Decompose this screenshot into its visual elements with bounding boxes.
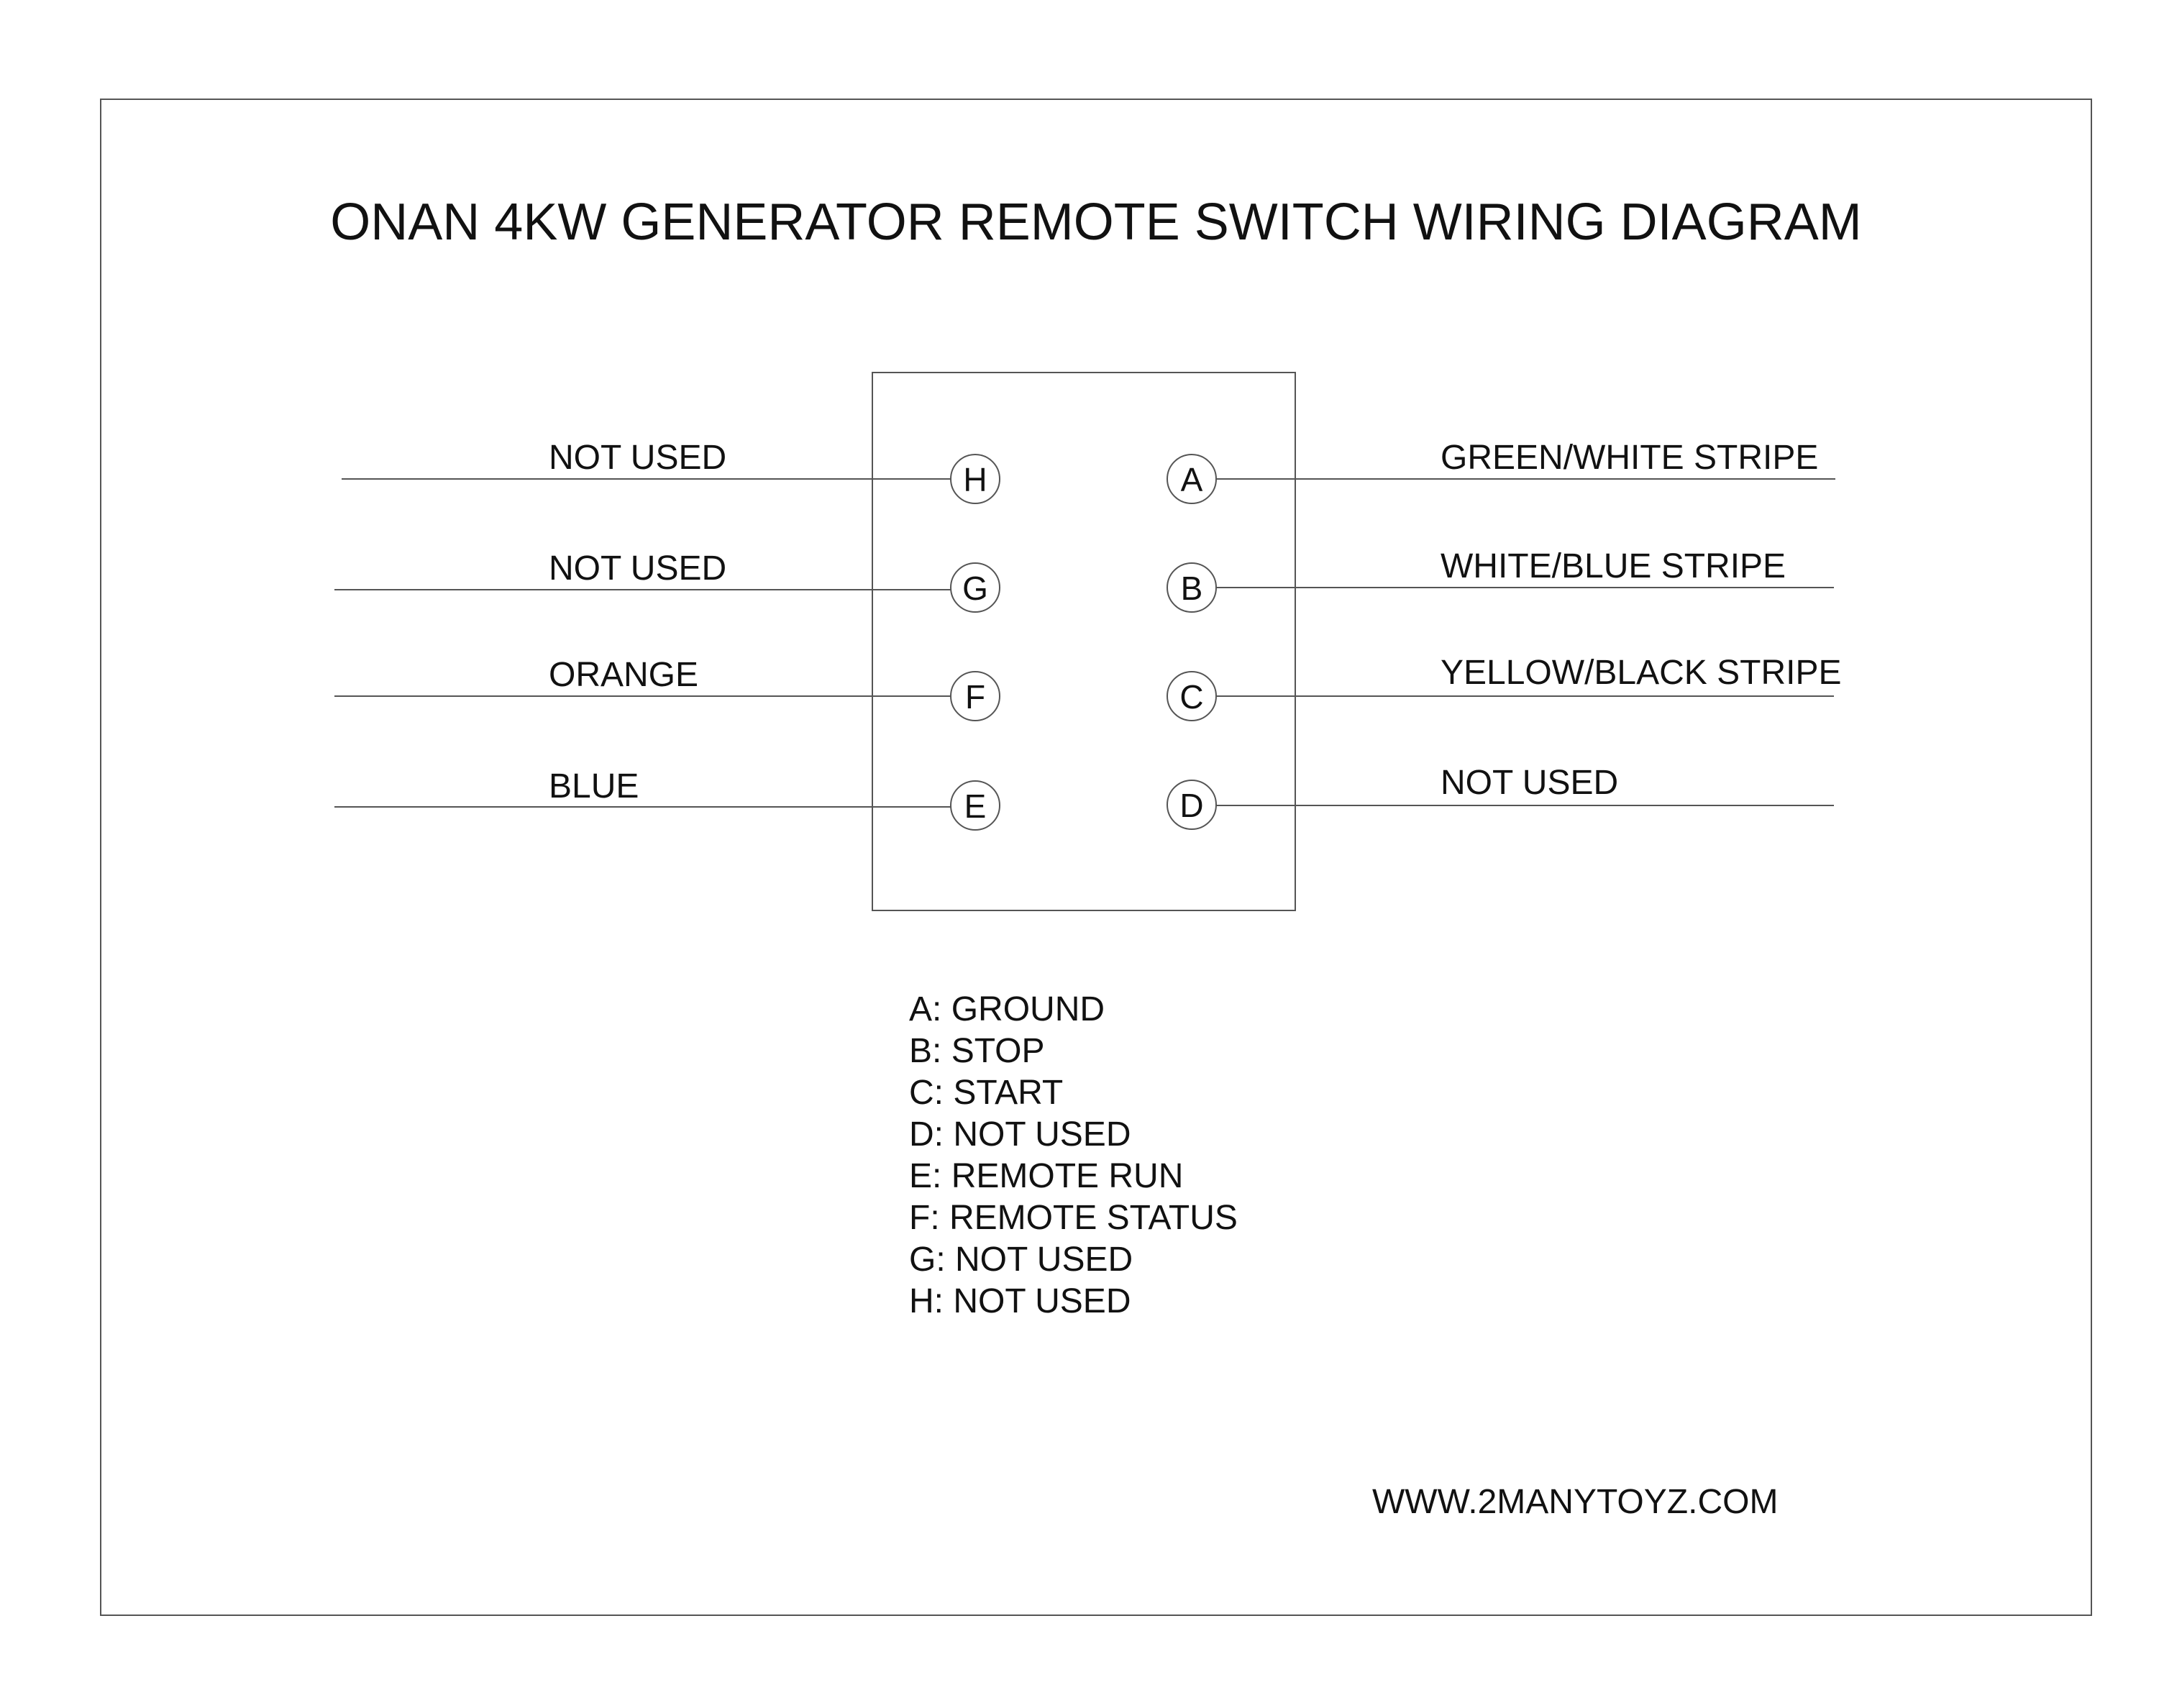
- wire-label: NOT USED: [1441, 764, 1619, 802]
- left-pin-row: [342, 439, 1000, 503]
- pin-legend: [909, 990, 1238, 1320]
- legend-item: F: REMOTE STATUS: [909, 1199, 1238, 1237]
- pin-letter: G: [962, 570, 988, 607]
- pin-letter: A: [1180, 461, 1203, 498]
- page-frame: [101, 99, 2091, 1615]
- right-pin-row: [1167, 654, 1842, 721]
- pin-letter: E: [964, 787, 987, 825]
- legend-item: D: NOT USED: [909, 1115, 1131, 1154]
- wire-label: NOT USED: [549, 439, 727, 477]
- right-pin-row: [1167, 547, 1834, 612]
- pin-letter: D: [1179, 787, 1204, 824]
- pin-letter: B: [1180, 570, 1203, 607]
- legend-item: G: NOT USED: [909, 1241, 1133, 1279]
- wire-label: ORANGE: [549, 656, 699, 694]
- legend-item: C: START: [909, 1074, 1064, 1112]
- wire-label: GREEN/WHITE STRIPE: [1441, 439, 1819, 477]
- legend-item: A: GROUND: [909, 990, 1105, 1028]
- right-pin-row: [1167, 439, 1835, 503]
- legend-item: E: REMOTE RUN: [909, 1157, 1184, 1195]
- left-pin-row: [334, 767, 1000, 830]
- connector-body: [872, 373, 1295, 910]
- wire-label: WHITE/BLUE STRIPE: [1441, 547, 1786, 585]
- legend-item: H: NOT USED: [909, 1282, 1131, 1320]
- left-pin-row: [334, 549, 1000, 612]
- wire-label: YELLOW/BLACK STRIPE: [1441, 654, 1842, 692]
- pin-letter: H: [963, 461, 987, 498]
- wire-label: NOT USED: [549, 549, 727, 588]
- pin-letter: C: [1179, 678, 1204, 716]
- right-pin-row: [1167, 764, 1834, 829]
- left-pin-row: [334, 656, 1000, 721]
- legend-item: B: STOP: [909, 1032, 1045, 1070]
- wire-label: BLUE: [549, 767, 639, 805]
- pin-letter: F: [964, 678, 986, 716]
- website-credit: WWW.2MANYTOYZ.COM: [1372, 1483, 1779, 1521]
- diagram-title: ONAN 4KW GENERATOR REMOTE SWITCH WIRING DIAGRAM: [330, 193, 1862, 251]
